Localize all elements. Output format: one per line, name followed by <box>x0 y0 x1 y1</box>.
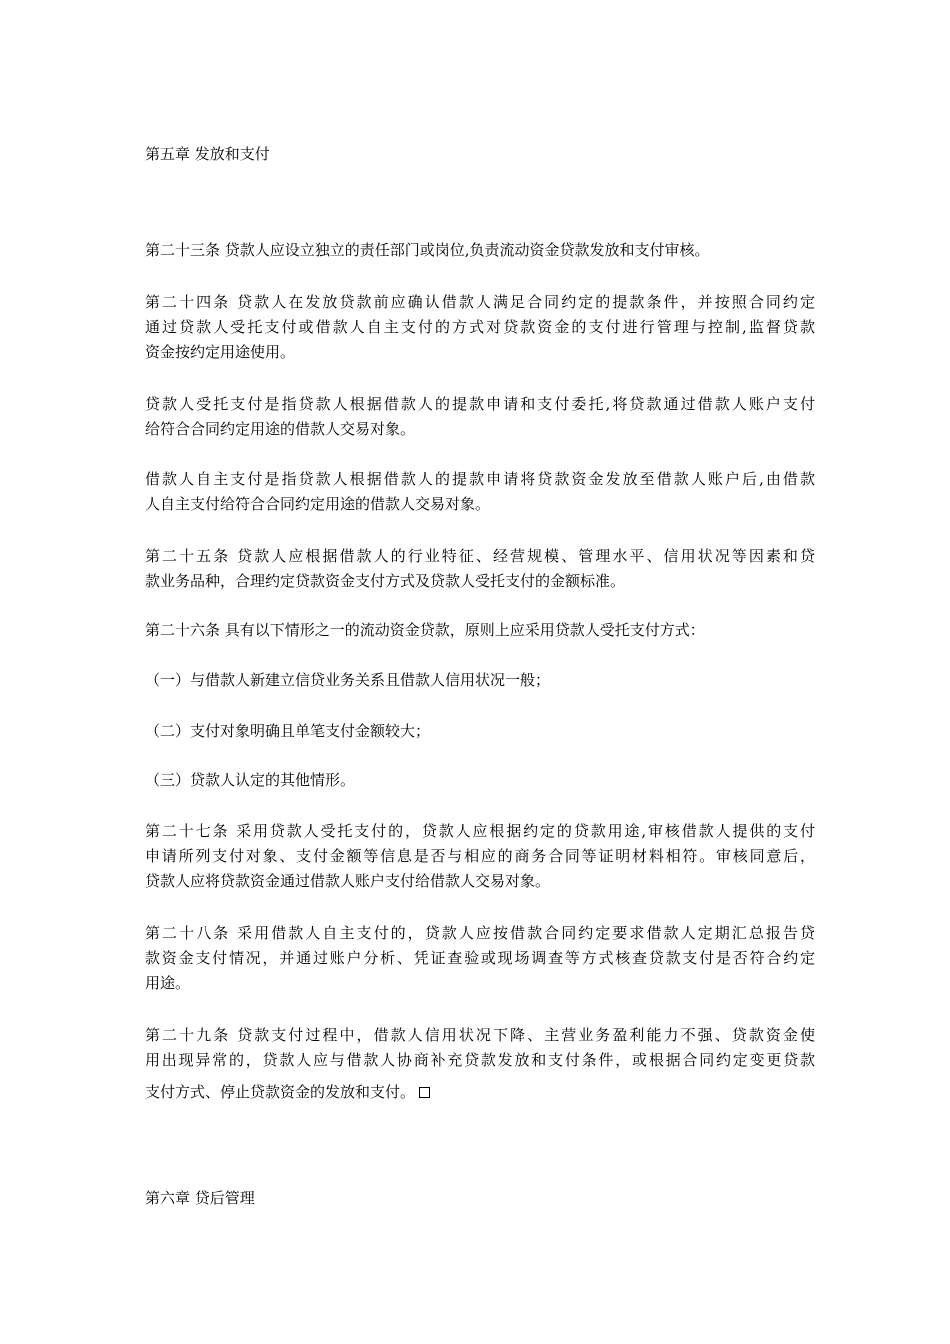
article-27-line-1: 第二十七条 采用贷款人受托支付的，贷款人应根据约定的贷款用途,审核借款人提供的支付 <box>145 822 815 840</box>
trustee-payment-line-2: 给符合合同约定用途的借款人交易对象。 <box>145 420 416 438</box>
article-27-line-3: 贷款人应将贷款资金通过借款人账户支付给借款人交易对象。 <box>145 872 551 890</box>
article-29-line-1: 第二十九条 贷款支付过程中，借款人信用状况下降、主营业务盈利能力不强、贷款资金使 <box>145 1026 815 1044</box>
article-27-line-2: 申请所列支付对象、支付金额等信息是否与相应的商务合同等证明材料相符。审核同意后， <box>145 847 815 865</box>
empty-square-icon <box>419 1087 430 1098</box>
article-24-line-3: 资金按约定用途使用。 <box>145 343 296 361</box>
article-28-line-2: 款资金支付情况，并通过账户分析、凭证查验或现场调查等方式核查贷款支付是否符合约定 <box>145 949 815 967</box>
article-23-line-1: 第二十三条 贷款人应设立独立的责任部门或岗位,负责流动资金贷款发放和支付审核。 <box>145 241 710 259</box>
article-29-line-3-wrap <box>145 1081 430 1103</box>
article-26-line-1: 第二十六条 具有以下情形之一的流动资金贷款，原则上应采用贷款人受托支付方式： <box>145 621 705 639</box>
self-payment-line-1: 借款人自主支付是指贷款人根据借款人的提款申请将贷款资金发放至借款人账户后,由借款 <box>145 470 815 488</box>
list-item-2: （二）支付对象明确且单笔支付金额较大； <box>145 722 431 740</box>
article-25-line-1: 第二十五条 贷款人应根据借款人的行业特征、经营规模、管理水平、信用状况等因素和贷 <box>145 547 815 565</box>
article-28-line-1: 第二十八条 采用借款人自主支付的，贷款人应按借款合同约定要求借款人定期汇总报告贷 <box>145 924 815 942</box>
list-item-3: （三）贷款人认定的其他情形。 <box>145 771 356 789</box>
list-item-1: （一）与借款人新建立信贷业务关系且借款人信用状况一般； <box>145 671 551 689</box>
article-29-line-3: 支付方式、停止贷款资金的发放和支付。 <box>145 1083 416 1101</box>
article-28-line-3: 用途。 <box>145 974 191 992</box>
chapter-5-title: 第五章 发放和支付 <box>145 145 270 163</box>
article-24-line-1: 第二十四条 贷款人在发放贷款前应确认借款人满足合同约定的提款条件，并按照合同约定 <box>145 293 815 311</box>
article-25-line-2: 款业务品种，合理约定贷款资金支付方式及贷款人受托支付的金额标准。 <box>145 572 626 590</box>
self-payment-line-2: 人自主支付给符合合同约定用途的借款人交易对象。 <box>145 495 491 513</box>
article-29-line-2: 用出现异常的，贷款人应与借款人协商补充贷款发放和支付条件，或根据合同约定变更贷款 <box>145 1051 815 1069</box>
article-24-line-2: 通过贷款人受托支付或借款人自主支付的方式对贷款资金的支付进行管理与控制,监督贷款 <box>145 318 815 336</box>
chapter-6-title: 第六章 贷后管理 <box>145 1189 255 1207</box>
trustee-payment-line-1: 贷款人受托支付是指贷款人根据借款人的提款申请和支付委托,将贷款通过借款人账户支付 <box>145 395 815 413</box>
